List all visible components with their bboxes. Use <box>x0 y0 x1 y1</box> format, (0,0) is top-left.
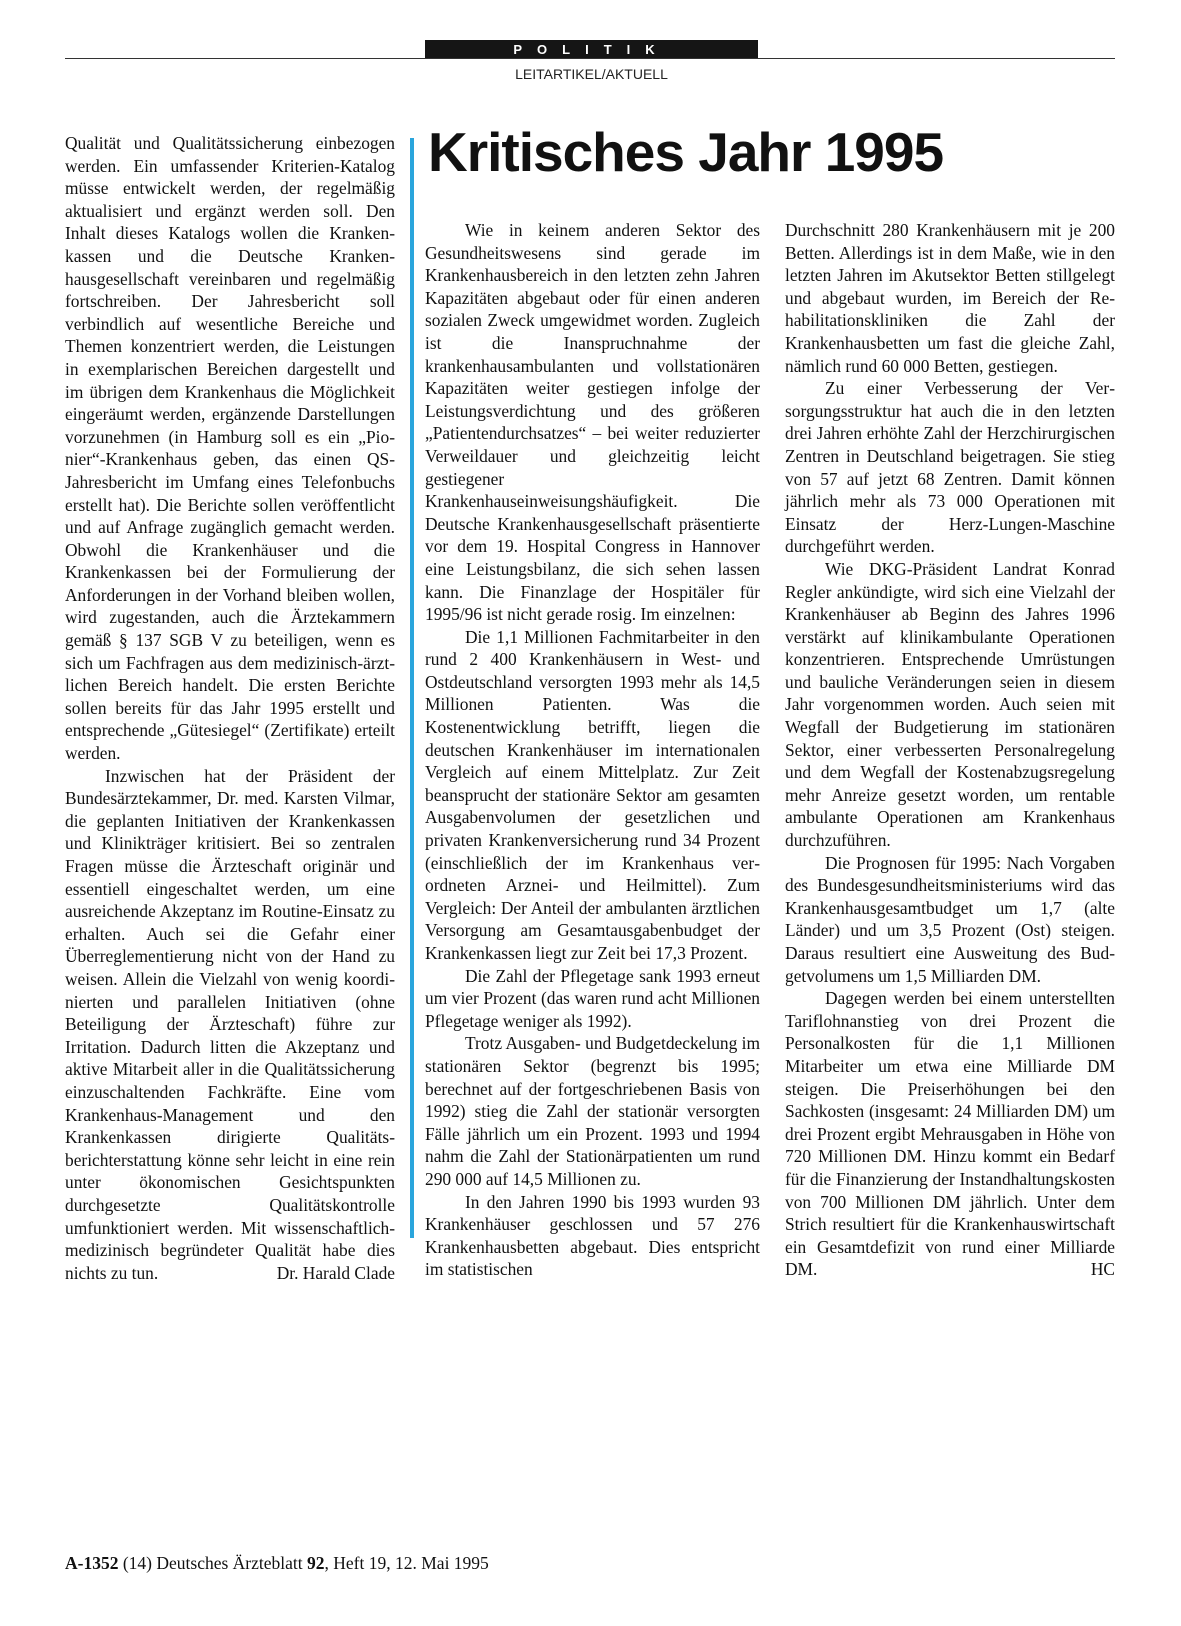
paragraph: Qualität und Qualitätssicherung einbezogen werden. Ein umfassender Kriterien-Katalog müsse entwickelt werden, der regelmäßig aktualisiert und ergänzt werden soll. Den Inhalt dieses Katalogs wollen die Krankenkassen und die Deutsche Krankenhausgesellschaft vereinbaren und regelmäßig fortschreiben. Der Jahresbericht soll verbindlich auf wesentliche Bereiche und Themen konzentriert werden, die Leistungen in exemplarischen Bereichen dargestellt und im übrigen dem Krankenhaus die Möglichkeit eingeräumt werden, ergänzende Darstellungen vorzunehmen (in Hamburg soll es ein „Pionier“-Krankenhaus geben, das einen QS-Jahresbericht im Umfang eines Telefonbuchs erstellt hat). Die Berichte sollen veröffentlicht und auf Anfrage zugänglich gemacht werden. Obwohl die Krankenhäuser und die Krankenkassen bei der Formulierung der Anforderungen in der Vorhand bleiben wollen, wird zugestanden, auch die Ärztekammern gemäß § 137 SGB V zu beteiligen, wenn es sich um Fachfragen aus dem medizinisch-ärztlichen Bereich handelt. Die ersten Berichte sollen bereits für das Jahr 1995 erstellt und entsprechende „Gütesiegel“ (Zertifikate) erteilt werden. <box>65 133 395 764</box>
page-number: A-1352 <box>65 1553 119 1573</box>
paragraph: In den Jahren 1990 bis 1993 wurden 93 Krankenhäuser geschlossen und 57 276 Krankenhausbetten abgebaut. Dies entspricht im statistischen <box>425 1191 760 1280</box>
issue-date: , Heft 19, 12. Mai 1995 <box>324 1553 489 1573</box>
header-rule <box>65 58 1115 59</box>
page-footer <box>65 1552 865 1574</box>
journal-volume: 92 <box>307 1553 325 1573</box>
paragraph: Die Zahl der Pflegetage sank 1993 erneut um vier Prozent (das waren rund acht Millionen Pflegetage weniger als 1992). <box>425 965 760 1031</box>
author-signature: Dr. Harald Clade <box>276 1262 395 1283</box>
page-number-alt: (14) <box>122 1553 152 1573</box>
paragraph: Durchschnitt 280 Krankenhäusern mit je 200 Betten. Allerdings ist in dem Maße, wie in den letzten Jahren im Akutsektor Betten stillgelegt und abgebaut wurden, im Bereich der Rehabilitationskliniken die Zahl der Krankenhausbetten um fast die gleiche Zahl, nämlich rund 60 000 Betten, gestiegen. <box>785 220 1115 376</box>
paragraph: Wie in keinem anderen Sektor des Gesundheitswesens sind gerade im Krankenhausbereich in den letzten zehn Jahren Kapazitäten abgebaut oder für einen anderen sozialen Zweck umgewidmet worden. Zugleich ist die Inanspruchnahme der krankenhausambulanten und vollstationären Kapazitäten weiter gestiegen infolge der Leistungsverdichtung und des größeren „Patientendurchsatzes“ – bei weiter reduzierter Verweildauer und gleichzeitig leicht gestiegener Krankenhauseinweisungshäufigkeit. Die Deutsche Krankenhausgesellschaft präsentierte vor dem 19. Hospital Congress in Hannover eine Leistungsbilanz, die sich sehen lassen kann. Die Finanzlage der Hospitäler für 1995/96 ist nicht gerade rosig. Im einzelnen: <box>425 220 760 625</box>
left-column <box>65 132 395 1284</box>
paragraph: Die 1,1 Millionen Fachmitarbeiter in den rund 2 400 Krankenhäusern in West- und Ostdeutschland versorgten 1993 mehr als 14,5 Millionen Patienten. Was die Kostenentwicklung betrifft, liegen die deutschen Krankenhäuser im internationalen Vergleich auf einem Mittelplatz. Zur Zeit beansprucht der stationäre Sektor am gesamten Ausgabenvolumen der gesetzlichen und privaten Krankenversicherung rund 34 Prozent (einschließlich der im Krankenhaus verordneten Arznei- und Heilmittel). Zum Vergleich: Der Anteil der ambulanten ärztlichen Versorgung am Gesamtausgabenbudget der Krankenkassen liegt zur Zeit bei 17,3 Prozent. <box>425 626 760 963</box>
paragraph <box>785 987 1115 1281</box>
right-column <box>785 219 1115 1281</box>
paragraph: Trotz Ausgaben- und Budgetdeckelung im stationären Sektor (begrenzt bis 1995; berechnet auf der fortgeschriebenen Basis von 1992) stieg die Zahl der stationär versorgten Fälle jährlich um ein Prozent. 1993 und 1994 nahm die Zahl der Stationärpatienten um rund 290 000 auf 14,5 Millionen zu. <box>425 1033 760 1189</box>
paragraph-text: Inzwischen hat der Präsident der Bundesärztekammer, Dr. med. Karsten Vilmar, die geplanten Initiativen der Krankenkassen und Klinikträger kritisiert. Bei so zentralen Fragen müsse die Ärzteschaft originär und essentiell eingeschaltet werden, um eine ausreichende Akzeptanz im Routine-Einsatz zu erhalten. Auch sei die Gefahr einer Überreglementierung nicht von der Hand zu weisen. Allein die Vielzahl von wenig koordinierten und parallelen Initiativen (ohne Beteiligung der Ärzteschaft) führe zur Irritation. Dadurch litten die Akzeptanz und aktive Mitarbeit aller in die Qualitätssicherung einzuschaltenden Fachkräfte. Eine vom Krankenhaus-Management und den Krankenkassen dirigierte Qualitätsberichterstattung könne sehr leicht in eine rein unter ökonomischen Gesichtspunkten durchgesetzte Qualitätskontrolle umfunktioniert werden. Mit wissenschaftlich-medizinisch begründeter Qualität habe dies nichts zu tun. <box>65 765 395 1283</box>
paragraph: Wie DKG-Präsident Landrat Konrad Regler ankündigte, wird sich eine Vielzahl der Krankenhäuser ab Beginn des Jahres 1996 verstärkt auf klinikambulante Operationen konzentrieren. Entsprechende Umrüstungen und bauliche Veränderungen seien in diesem Jahr vorgenommen worden. Auch seien mit Wegfall der Budgetierung im stationären Sektor, einer verbesserten Personalregelung und dem Wegfall der Kostenabzugsregelung mehr Anreize gesetzt worden, um rentable ambulante Operationen am Krankenhaus durchzuführen. <box>785 558 1115 851</box>
article-title: Kritisches Jahr 1995 <box>428 121 944 183</box>
paragraph-text: Dagegen werden bei einem unterstellten Tariflohnanstieg von drei Prozent die Personalkosten für die 1,1 Millionen Mitarbeiter um etwa eine Milliarde DM steigen. Die Preiserhöhungen bei den Sachkosten (insgesamt: 24 Milliarden DM) um drei Prozent ergibt Mehrausgaben in Höhe von 720 Millionen DM. Hinzu kommt ein Bedarf für die Finanzierung der Instandhaltungskosten von 700 Millionen DM jährlich. Unter dem Strich resultiert für die Krankenhauswirtschaft ein Gesamtdefizit von rund einer Milliarde DM. <box>785 988 1115 1280</box>
middle-column <box>425 219 760 1281</box>
accent-vertical-rule <box>410 138 414 1238</box>
subsection-label: LEITARTIKEL/AKTUELL <box>515 66 668 82</box>
section-label: POLITIK <box>425 40 758 59</box>
paragraph: Zu einer Verbesserung der Versorgungsstruktur hat auch die in den letzten drei Jahren erhöhte Zahl der Herzchirurgischen Zentren in Deutschland beigetragen. Sie stieg von 57 auf jetzt 68 Zentren. Damit können jährlich mehr als 73 000 Operationen mit Einsatz der Herz-Lungen-Maschine durchgeführt werden. <box>785 378 1115 557</box>
author-signature: HC <box>1090 1259 1115 1280</box>
journal-name: Deutsches Ärzteblatt <box>156 1553 303 1573</box>
paragraph: Die Prognosen für 1995: Nach Vorgaben des Bundesgesundheitsministeriums wird das Krankenhausgesamtbudget um 1,7 (alte Länder) und um 3,5 Prozent (Ost) steigen. Daraus resultiert eine Ausweitung des Budgetvolumens um 1,5 Milliarden DM. <box>785 852 1115 986</box>
paragraph <box>65 765 395 1285</box>
